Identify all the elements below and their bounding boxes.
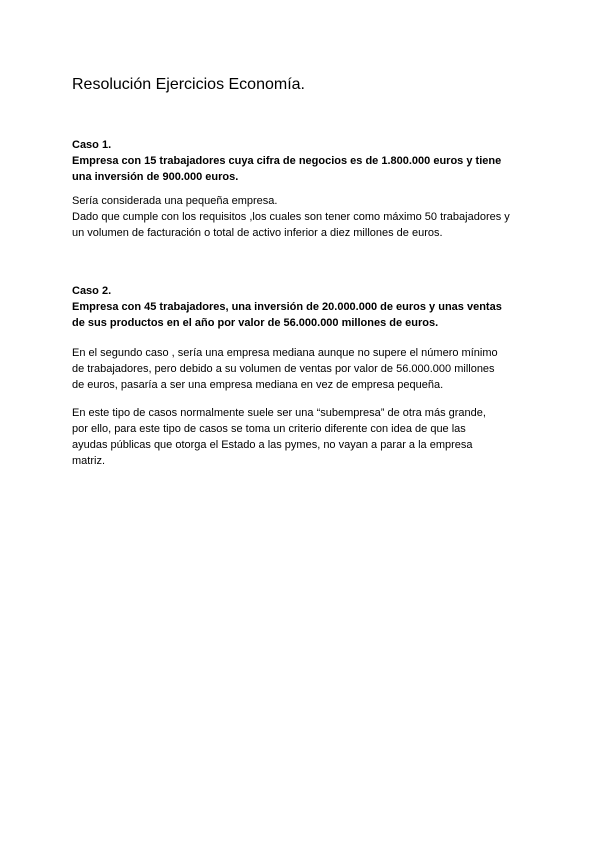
caso2-answer-line: En este tipo de casos normalmente suele ser una “subempresa” de otra más grande,: [72, 407, 486, 419]
caso2-label: Caso 2.: [72, 285, 112, 297]
caso2-answer-line: de euros, pasaría a ser una empresa mediana en vez de empresa pequeña.: [72, 379, 444, 391]
document-title: Resolución Ejercicios Economía.: [72, 76, 305, 93]
caso1-heading: [72, 137, 532, 185]
caso1-statement-line: una inversión de 900.000 euros.: [72, 171, 239, 183]
caso2-answer-line: ayudas públicas que otorga el Estado a las pymes, no vayan a parar a la empresa: [72, 439, 473, 451]
caso1-statement-line: Empresa con 15 trabajadores cuya cifra de negocios es de 1.800.000 euros y tiene: [72, 155, 502, 167]
caso1-label: Caso 1.: [72, 139, 112, 151]
caso2-heading: [72, 283, 532, 331]
caso2-answer-line: matriz.: [72, 455, 105, 467]
caso1-answer-line: Dado que cumple con los requisitos ,los cuales son tener como máximo 50 trabajadores y: [72, 211, 510, 223]
caso2-answer-paragraph-1: [72, 345, 532, 393]
caso2-statement-line: Empresa con 45 trabajadores, una inversión de 20.000.000 de euros y unas ventas: [72, 301, 502, 313]
caso1-answer-line: Sería considerada una pequeña empresa.: [72, 195, 278, 207]
caso1-answer: [72, 193, 532, 241]
caso2-answer-line: por ello, para este tipo de casos se toma un criterio diferente con idea de que las: [72, 423, 466, 435]
caso2-answer-paragraph-2: [72, 405, 532, 469]
caso2-statement-line: de sus productos en el año por valor de 56.000.000 millones de euros.: [72, 317, 439, 329]
caso2-answer-line: de trabajadores, pero debido a su volumen de ventas por valor de 56.000.000 millones: [72, 363, 495, 375]
caso2-answer-line: En el segundo caso , sería una empresa mediana aunque no supere el número mínimo: [72, 347, 498, 359]
caso1-answer-line: un volumen de facturación o total de activo inferior a diez millones de euros.: [72, 227, 443, 239]
